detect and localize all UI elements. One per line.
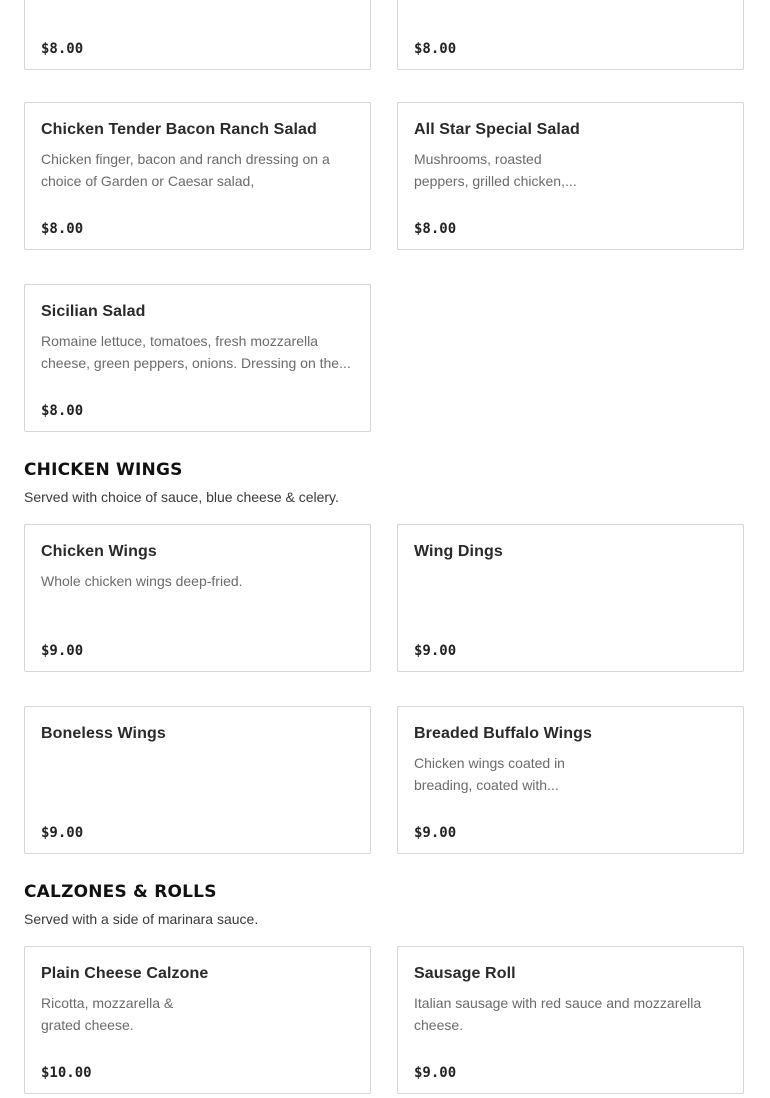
item-name: Plain Cheese Calzone bbox=[41, 965, 209, 982]
menu-item-card[interactable] bbox=[397, 946, 744, 1094]
item-description: Romaine lettuce, tomatoes, fresh mozzarella cheese, green peppers, onions. Dressing on the... bbox=[41, 333, 351, 371]
item-name: Sausage Roll bbox=[414, 965, 516, 982]
menu-item-card[interactable] bbox=[24, 524, 371, 672]
menu-item-card[interactable] bbox=[24, 706, 371, 854]
menu-item-card[interactable] bbox=[397, 524, 744, 672]
menu-item-card[interactable] bbox=[24, 102, 371, 250]
item-price: $8.00 bbox=[41, 403, 84, 419]
item-price: $9.00 bbox=[414, 643, 457, 659]
section-subtitle: Served with choice of sauce, blue cheese & celery. bbox=[24, 489, 339, 505]
menu-item-card[interactable] bbox=[397, 102, 744, 250]
item-name: Sicilian Salad bbox=[41, 303, 146, 320]
item-description: Mushrooms, roasted peppers, grilled chicken,... bbox=[414, 151, 577, 189]
item-name: Chicken Tender Bacon Ranch Salad bbox=[41, 121, 317, 138]
section-subtitle: Served with a side of marinara sauce. bbox=[24, 911, 259, 927]
section-title: CHICKEN WINGS bbox=[24, 460, 183, 480]
item-price: $8.00 bbox=[41, 221, 84, 237]
item-name: Chicken Wings bbox=[41, 543, 157, 560]
section-title: CALZONES & ROLLS bbox=[24, 882, 217, 902]
menu-item-card[interactable] bbox=[397, 0, 744, 70]
item-price: $10.00 bbox=[41, 1065, 92, 1081]
item-description: Chicken wings coated in breading, coated with... bbox=[414, 755, 565, 793]
item-price: $9.00 bbox=[41, 825, 84, 841]
menu-item-card[interactable] bbox=[24, 946, 371, 1094]
item-price: $8.00 bbox=[41, 41, 84, 57]
item-price: $9.00 bbox=[414, 825, 457, 841]
menu-item-card[interactable] bbox=[24, 284, 371, 432]
item-name: Breaded Buffalo Wings bbox=[414, 725, 592, 742]
item-price: $8.00 bbox=[414, 41, 457, 57]
item-description: Italian sausage with red sauce and mozzarella cheese. bbox=[414, 995, 702, 1033]
item-price: $8.00 bbox=[414, 221, 457, 237]
item-price: $9.00 bbox=[41, 643, 84, 659]
item-price: $9.00 bbox=[414, 1065, 457, 1081]
menu-item-card[interactable] bbox=[24, 0, 371, 70]
menu-item-card[interactable] bbox=[397, 706, 744, 854]
item-description: Chicken finger, bacon and ranch dressing on a choice of Garden or Caesar salad, bbox=[41, 151, 330, 189]
item-name: Wing Dings bbox=[414, 543, 503, 560]
item-name: All Star Special Salad bbox=[414, 121, 580, 138]
item-description: Ricotta, mozzarella & grated cheese. bbox=[41, 995, 174, 1033]
item-description: Whole chicken wings deep-fried. bbox=[41, 573, 243, 589]
item-name: Boneless Wings bbox=[41, 725, 166, 742]
